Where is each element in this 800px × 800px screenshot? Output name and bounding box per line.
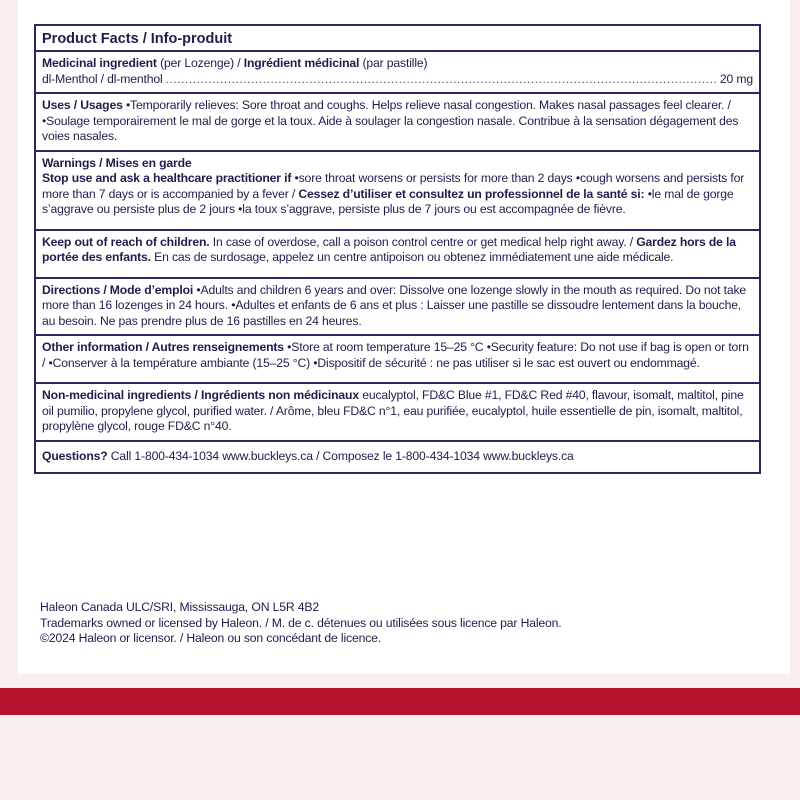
medicinal-heading-en: Medicinal ingredient xyxy=(42,56,157,70)
directions-heading: Directions / Mode d’emploi xyxy=(42,282,194,297)
footer-copyright: ©2024 Haleon or licensor. / Haleon ou son concédant de licence. xyxy=(40,631,382,645)
medicinal-ingredient-section xyxy=(36,50,759,92)
product-label-card xyxy=(18,0,790,674)
other-info-text: •Store at room temperature 15–25 °C •Security feature: Do not use if bag is open or torn / •Conserver à la température ambiante (15–25 °C) •Dispositif de sécurité : ne pas utiliser si le sac est ouvert ou endommagé. xyxy=(42,340,749,370)
dot-leader xyxy=(166,72,717,88)
ingredient-row xyxy=(42,72,753,88)
other-info-heading: Other information / Autres renseignements xyxy=(42,340,284,354)
footer-trademarks: Trademarks owned or licensed by Haleon. / M. de c. détenues ou utilisées sous licence par Haleon. xyxy=(40,615,562,630)
warnings-text-fr: •le mal de gorge s’aggrave ou persiste plus de 2 jours •la toux s’aggrave, persiste plus de 7 jours ou est accompagnée de fièvre. xyxy=(42,186,734,216)
uses-heading: Uses / Usages xyxy=(42,98,123,112)
directions-text: •Adults and children 6 years and over: Dissolve one lozenge slowly in the mouth as required. Do not take more than 16 lozenges in 24 hours. •Adultes et enfants de 6 ans et plus : Laisser une pastille se dissoudre lentement dans la bouche, au besoin. Ne pas prendre plus de 16 pastilles en 24 heures. xyxy=(42,282,747,328)
keep-out-en: Keep out of reach of children. xyxy=(42,234,210,249)
directions-section xyxy=(36,277,759,335)
other-information-section xyxy=(36,334,759,382)
keep-out-fr: Gardez hors de la portée des enfants. xyxy=(42,234,736,264)
keep-out-text-en: In case of overdose, call a poison control centre or get medical help right away. / xyxy=(209,234,637,249)
warnings-section xyxy=(36,150,759,229)
keep-out-section xyxy=(36,229,759,277)
manufacturer-footer xyxy=(40,600,780,647)
non-medicinal-section xyxy=(36,382,759,440)
non-medicinal-text: eucalyptol, FD&C Blue #1, FD&C Red #40, flavour, isomalt, maltitol, pine oil pumilio, propylene glycol, purified water. / Arôme, bleu FD&C n°1, eau purifiée, eucalyptol, huile essentielle de pin, isomalt, maltitol, propylène glycol, rouge FD&C n°40. xyxy=(42,388,744,433)
facts-title: Product Facts / Info-produit xyxy=(42,31,233,47)
questions-section xyxy=(36,440,759,473)
product-facts-table xyxy=(34,24,761,474)
questions-heading: Questions? xyxy=(42,448,108,463)
warnings-text-en: •sore throat worsens or persists for more than 2 days •cough worsens and persists for more than 7 days or is accompanied by a fever / xyxy=(42,171,745,201)
red-brand-band xyxy=(0,688,800,715)
medicinal-heading-en-note: (per Lozenge) / xyxy=(156,56,244,70)
footer-address: Haleon Canada ULC/SRI, Mississauga, ON L5R 4B2 xyxy=(40,600,319,614)
non-medicinal-heading: Non-medicinal ingredients / Ingrédients non médicinaux xyxy=(42,388,359,402)
questions-text: Call 1-800-434-1034 www.buckleys.ca / Composez le 1-800-434-1034 www.buckleys.ca xyxy=(107,448,574,463)
ingredient-name: dl-Menthol / dl-menthol xyxy=(42,71,163,86)
ingredient-amount: 20 mg xyxy=(719,71,753,86)
stop-use-en: Stop use and ask a healthcare practitioner if xyxy=(42,171,292,185)
medicinal-heading-fr: Ingrédient médicinal xyxy=(243,56,360,70)
uses-text: •Temporarily relieves: Sore throat and coughs. Helps relieve nasal congestion. Makes nasal passages feel clearer. / •Soulage temporairement le mal de gorge et la toux. Aide à soulager la congestion nasale. Contribue à la sensation dégagement des voies nasales. xyxy=(42,98,739,143)
keep-out-text-fr: En cas de surdosage, appelez un centre antipoison ou obtenez immédiatement une aide médicale. xyxy=(150,250,674,264)
warnings-heading: Warnings / Mises en garde xyxy=(42,155,192,170)
uses-section xyxy=(36,92,759,150)
medicinal-heading-fr-note: (par pastille) xyxy=(359,56,428,70)
stop-use-fr: Cessez d’utiliser et consultez un professionnel de la santé si: xyxy=(298,186,645,201)
